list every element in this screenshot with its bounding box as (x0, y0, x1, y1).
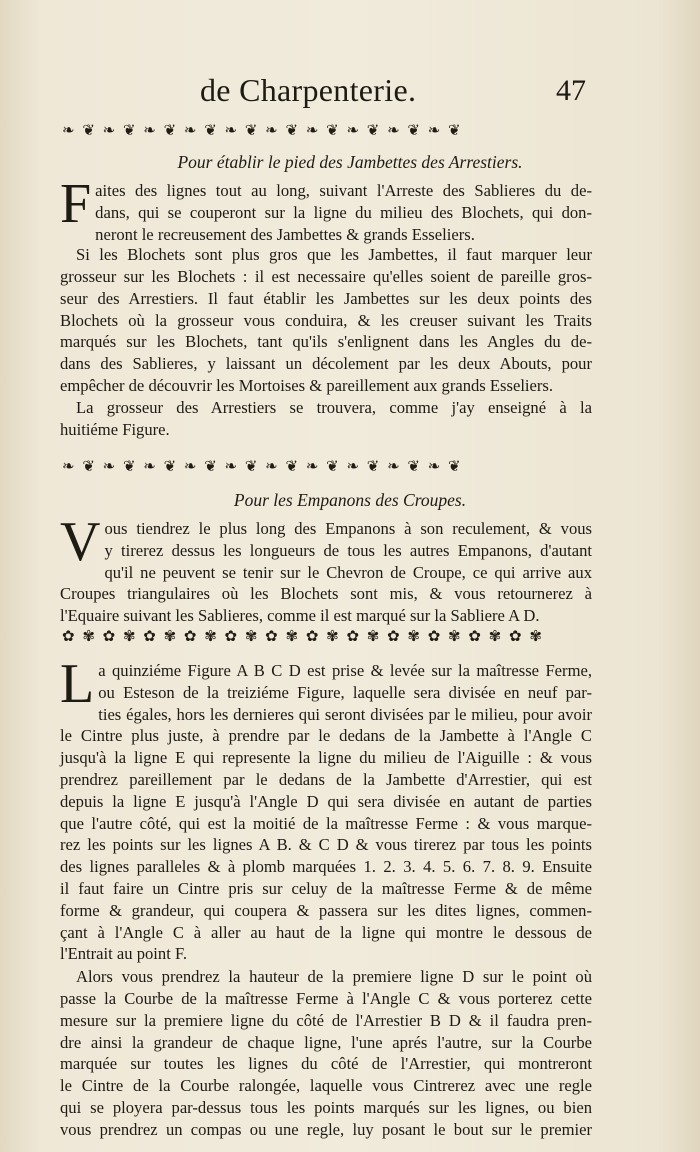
ornament-band-floral: ✿ ✾ ✿ ✾ ✿ ✾ ✿ ✾ ✿ ✾ ✿ ✾ ✿ ✾ ✿ ✾ ✿ ✾ ✿ ✾ ✿ ✾ ✿ ✾ (62, 629, 544, 645)
paragraph-jambettes-1 (60, 173, 592, 245)
paragraph-jambettes-3-cont (60, 419, 592, 441)
page-header (0, 72, 700, 116)
text-line: dre ainsi la grandeur de chaque ligne, l'une aprés l'autre, sur la Courbe (60, 1032, 592, 1052)
text-line: marqués sur les Blochets, tant qu'ils s'enlignent dans les Angles du de- (60, 332, 592, 352)
section-heading-empanons: Pour les Empanons des Croupes. (233, 490, 467, 510)
text-line: marquée sur toutes les lignes du côté de l'Arrestier, qui montreront (60, 1054, 592, 1074)
text-line: qu'il ne peuvent se tenir sur le Chevron de Croupe, ce qui arrive aux (104, 562, 592, 582)
text-line: forme & grandeur, qui coupera & passera sur les dites lignes, commen- (60, 900, 592, 920)
text-line: le Cintre plus juste, à prendre par le dedans de la Jambette à l'Angle C (60, 726, 592, 746)
text-line: Alors vous prendrez la hauteur de la premiere ligne D sur le point où (76, 967, 592, 986)
text-line: Blochets où la grosseur vous conduira, & les creuser suivant les Traits (60, 310, 592, 330)
text-line: neront le recreusement des Jambettes & grands Esseliers. (95, 224, 475, 244)
text-line: vous prendrez un compas ou une regle, luy posant le bout sur le premier (60, 1119, 592, 1139)
text-line: y tirerez dessus les longueurs de tous les autres Empanons, d'autant (104, 540, 592, 560)
paragraph-empanons (60, 511, 592, 627)
paragraph-quinzieme-figure (60, 653, 592, 965)
section-heading-jambettes: Pour établir le pied des Jambettes des Arrestiers. (177, 152, 523, 172)
text-line: passe la Courbe de la maîtresse Ferme à l'Angle C & vous porterez cette (60, 989, 592, 1008)
ornament-band-middle: ❧ ❦ ❧ ❦ ❧ ❦ ❧ ❦ ❧ ❦ ❧ ❦ ❧ ❦ ❧ ❦ ❧ ❦ ❧ ❦ (62, 459, 463, 475)
paragraph-alors (76, 966, 592, 988)
ornament-band-top: ❧ ❦ ❧ ❦ ❧ ❦ ❧ ❦ ❧ ❦ ❧ ❦ ❧ ❦ ❧ ❦ ❧ ❦ ❧ ❦ (62, 123, 463, 139)
text-line: que l'autre côté, qui est la moitié de la maîtresse Ferme : & vous marque- (60, 813, 592, 833)
paragraph-jambettes-2-cont (60, 266, 592, 397)
text-line: prendrez pareillement par le dedans de la Jambette d'Arrestier, qui est (60, 769, 592, 789)
text-line: l'Entrait au point F. (60, 944, 188, 964)
text-line: rez les points sur les lignes A B. & C D & vous tirerez par tous les points (60, 835, 592, 855)
text-line: dans, qui se couperont sur la ligne du milieu des Blochets, qui don- (95, 202, 592, 222)
text-line: Vous tiendrez le plus long des Empanons à son reculement, & vous (60, 511, 592, 573)
text-line: huitiéme Figure. (60, 420, 170, 439)
text-line: empêcher de découvrir les Mortoises & pareillement aux grands Esseliers. (60, 375, 554, 395)
text-line: Croupes triangulaires où les Blochets sont mis, & vous retournerez à (60, 584, 592, 604)
text-line: Faites des lignes tout au long, suivant l'Arreste des Sablieres du de- (60, 173, 592, 235)
text-line: La quinziéme Figure A B C D est prise & levée sur la maîtresse Ferme, (60, 653, 592, 715)
text-line: qui se ployera par-dessus tous les points marqués sur les lignes, ou bien (60, 1097, 592, 1117)
page-number: 47 (556, 74, 586, 107)
running-title: de Charpenterie. (200, 72, 417, 108)
text-line: l'Equaire suivant les Sablieres, comme il est marqué sur la Sabliere A D. (60, 606, 540, 626)
text-line: depuis la ligne E jusqu'à l'Angle D qui sera divisée en autant de parties (60, 791, 592, 811)
text-line: seur des Arrestiers. Il faut établir les Jambettes sur les deux points des (60, 288, 592, 308)
paragraph-alors-cont (60, 988, 592, 1141)
text-line: grosseur sur les Blochets : il est necessaire qu'elles soient de pareille gros- (60, 267, 592, 286)
text-line: le Cintre de la Courbe ralongée, laquelle vous Cintrerez avec une regle (60, 1076, 592, 1096)
text-line: Si les Blochets sont plus gros que les Jambettes, il faut marquer leur (76, 245, 592, 264)
text-line: jusqu'à la ligne E qui represente la ligne du milieu de l'Aiguille : & vous (60, 748, 592, 768)
text-line: ou Esteson de la treiziéme Figure, laquelle sera divisée en neuf par- (98, 682, 592, 702)
text-line: La grosseur des Arrestiers se trouvera, comme j'ay enseigné à la (76, 398, 592, 417)
text-line: des lignes paralleles & à plomb marquées 1. 2. 3. 4. 5. 6. 7. 8. 9. Ensuite (60, 857, 592, 877)
text-line: ties égales, hors les dernieres qui seront divisées par le milieu, pour avoir (98, 704, 592, 724)
text-line: çant à l'Angle C à aller au haut de la ligne qui montre le dessous de (60, 922, 592, 942)
text-line: mesure sur la premiere ligne du côté de l'Arrestier B D & il faudra pren- (60, 1010, 592, 1030)
text-line: il faut faire un Cintre pris sur celuy de la maîtresse Ferme & de même (60, 878, 592, 898)
paragraph-jambettes-2 (76, 244, 592, 266)
paragraph-jambettes-3 (76, 397, 592, 419)
text-line: dans des Sablieres, y laissant un décolement par les deux Abouts, pour (60, 354, 592, 374)
